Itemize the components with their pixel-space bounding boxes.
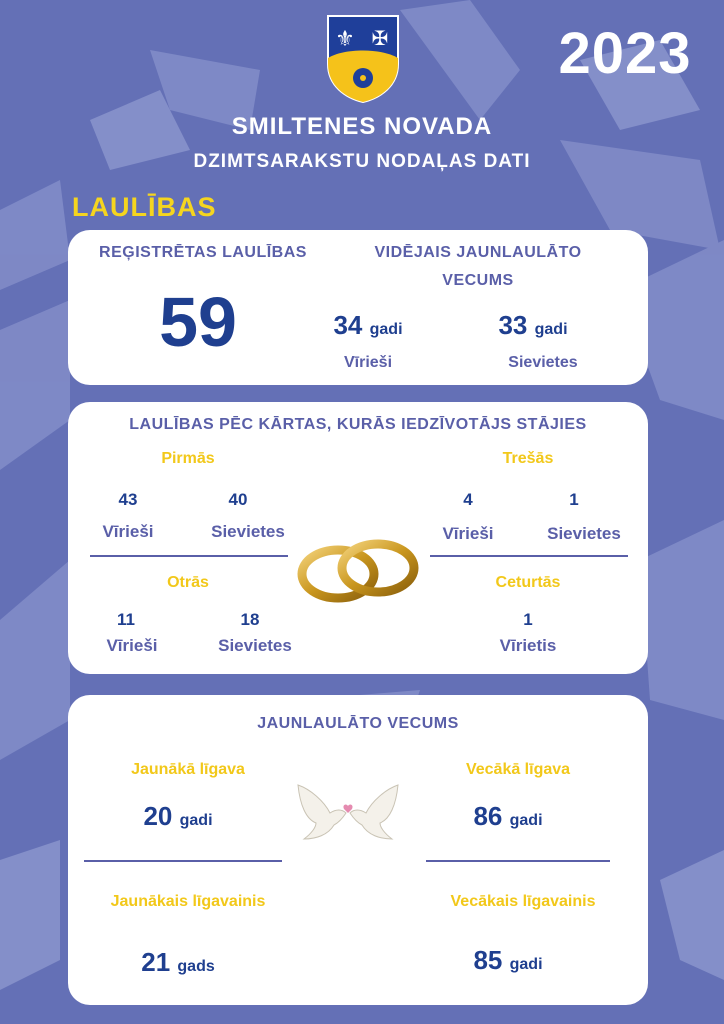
- men-avg-age-value: 34: [333, 310, 363, 340]
- second-women-label: Sievietes: [218, 636, 292, 655]
- women-avg-age-value: 33: [498, 310, 528, 340]
- second-men-value: 11: [117, 610, 135, 629]
- divider: [90, 555, 288, 557]
- svg-text:✠: ✠: [371, 26, 389, 50]
- registered-marriages-value: 59: [159, 283, 237, 361]
- year-label: 2023: [558, 21, 692, 86]
- youngest-groom-value: 21: [141, 947, 171, 977]
- section-heading: LAULĪBAS: [72, 192, 217, 222]
- second-women-value: 18: [240, 610, 260, 629]
- youngest-groom-label: Jaunākais līgavainis: [110, 893, 266, 910]
- divider: [426, 860, 610, 862]
- youngest-bride-value: 20: [143, 801, 173, 831]
- third-women-label: Sievietes: [547, 524, 621, 543]
- second-marriage-label: Otrās: [167, 574, 209, 591]
- divider: [430, 555, 628, 557]
- registered-marriages-card: [68, 230, 648, 385]
- first-marriage-label: Pirmās: [161, 450, 215, 467]
- avg-age-label-line2: VECUMS: [442, 272, 514, 289]
- third-men-label: Vīrieši: [442, 524, 494, 543]
- avg-age-label-line1: VIDĒJAIS JAUNLAULĀTO: [374, 244, 582, 261]
- first-men-label: Vīrieši: [102, 522, 154, 541]
- first-women-label: Sievietes: [211, 522, 285, 541]
- third-women-value: 1: [569, 490, 579, 509]
- third-men-value: 4: [463, 490, 473, 509]
- marriage-order-card: [68, 402, 648, 674]
- coat-of-arms-icon: [324, 12, 402, 104]
- women-label: Sievietes: [508, 354, 578, 371]
- youngest-groom-unit: gads: [177, 958, 215, 975]
- newlywed-age-title: JAUNLAULĀTO VECUMS: [257, 715, 459, 732]
- divider: [84, 860, 282, 862]
- men-avg-age-unit: gadi: [369, 321, 403, 338]
- wedding-rings-icon: [294, 530, 424, 610]
- svg-text:⚜: ⚜: [335, 27, 355, 52]
- youngest-groom: [98, 947, 258, 978]
- oldest-groom: [428, 945, 588, 976]
- second-men-label: Vīrieši: [106, 636, 158, 655]
- first-men-value: 43: [118, 490, 138, 509]
- women-avg-age: [468, 310, 598, 341]
- first-women-value: 40: [228, 490, 248, 509]
- oldest-bride-value: 86: [473, 801, 503, 831]
- youngest-bride-unit: gadi: [179, 812, 213, 829]
- youngest-bride-label: Jaunākā līgava: [131, 761, 245, 778]
- marriage-order-title: LAULĪBAS PĒC KĀRTAS, KURĀS IEDZĪVOTĀJS STĀJIES: [129, 416, 587, 433]
- men-label: Vīrieši: [343, 354, 393, 371]
- oldest-bride-unit: gadi: [509, 812, 543, 829]
- registered-marriages-label: REĢISTRĒTAS LAULĪBAS: [99, 244, 307, 261]
- oldest-groom-value: 85: [473, 945, 503, 975]
- page-subtitle: DZIMTSARAKSTU NODAĻAS DATI: [193, 151, 531, 172]
- men-avg-age: [303, 310, 433, 341]
- oldest-groom-label: Vecākais līgavainis: [450, 893, 596, 910]
- oldest-groom-unit: gadi: [509, 956, 543, 973]
- youngest-bride: [98, 801, 258, 832]
- newlywed-age-card: [68, 695, 648, 1005]
- fourth-men-value: 1: [523, 610, 533, 629]
- third-marriage-label: Trešās: [502, 450, 554, 467]
- oldest-bride: [428, 801, 588, 832]
- fourth-marriage-label: Ceturtās: [495, 574, 561, 591]
- fourth-men-label: Vīrietis: [499, 636, 557, 655]
- page-title: SMILTENES NOVADA: [231, 113, 493, 140]
- oldest-bride-label: Vecākā līgava: [465, 761, 571, 778]
- doves-icon: [290, 779, 406, 855]
- women-avg-age-unit: gadi: [534, 321, 568, 338]
